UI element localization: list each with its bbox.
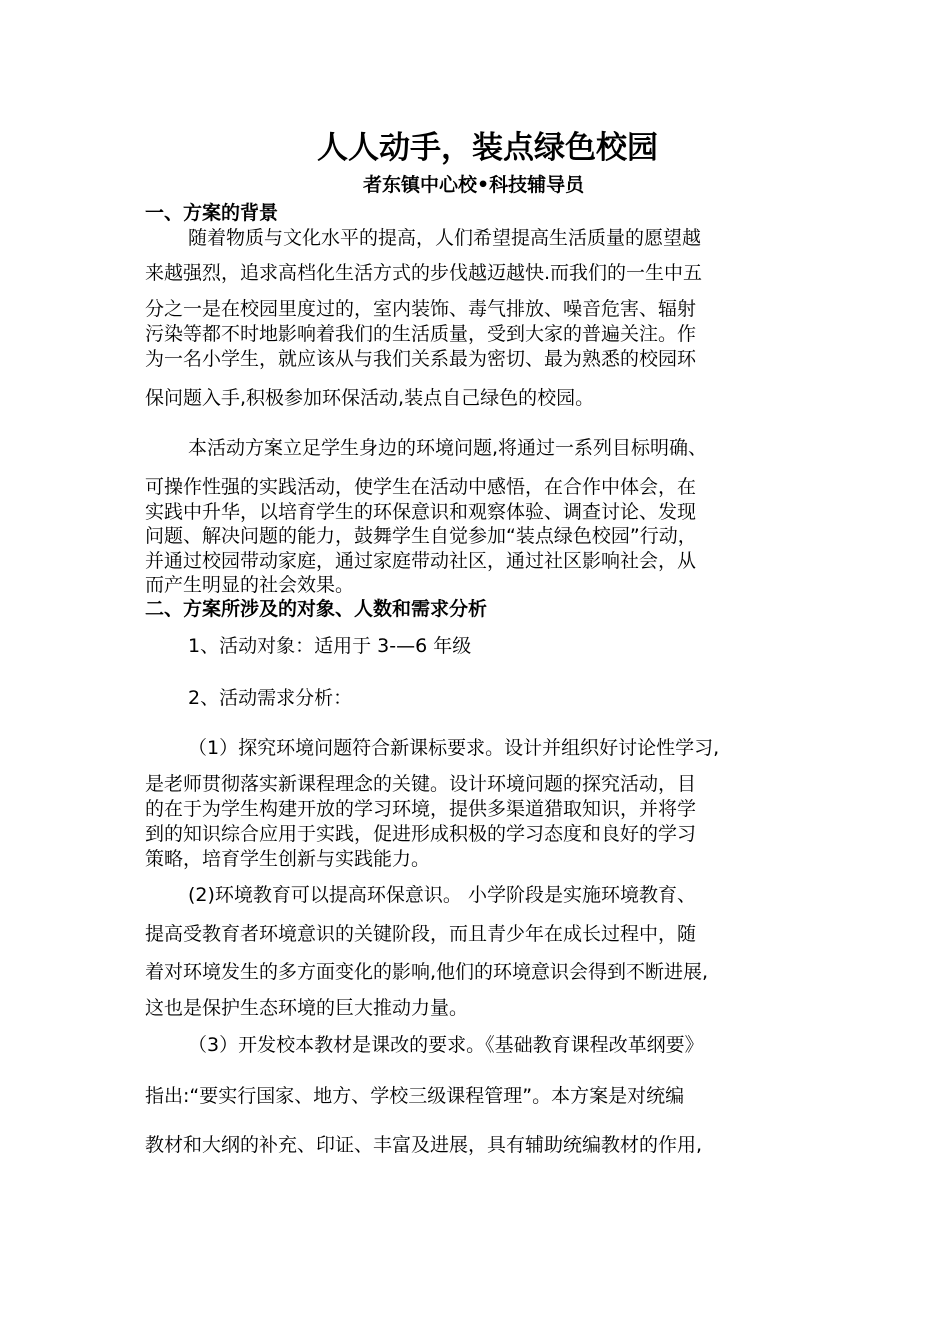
paragraph-line: 提高受教育者环境意识的关键阶段，而且青少年在成长过程中，随: [145, 923, 697, 945]
document-title: 人人动手，装点绿色校园: [317, 130, 658, 166]
paragraph-line: 保问题入手,积极参加环保活动,装点自己绿色的校园。: [145, 387, 595, 409]
paragraph-line: 而产生明显的社会效果。: [145, 574, 355, 596]
paragraph-line: （1）探究环境问题符合新课标要求。设计并组织好讨论性学习,: [188, 737, 720, 759]
paragraph-line: 是老师贯彻落实新课程理念的关键。设计环境问题的探究活动，目: [145, 773, 697, 795]
paragraph-line: 随着物质与文化水平的提高，人们希望提高生活质量的愿望越: [188, 227, 702, 249]
paragraph-line: 的在于为学生构建开放的学习环境，提供多渠道猎取知识，并将学: [145, 798, 697, 820]
paragraph-line: 策略，培育学生创新与实践能力。: [145, 848, 431, 870]
paragraph-line: 分之一是在校园里度过的，室内装饰、毒气排放、噪音危害、辐射: [145, 298, 697, 320]
paragraph-line: 污染等都不时地影响着我们的生活质量，受到大家的普遍关注。作: [145, 323, 697, 345]
paragraph-line: 问题、解决问题的能力，鼓舞学生自觉参加“装点绿色校园”行动，: [145, 525, 697, 547]
paragraph-line: 2、活动需求分析：: [188, 687, 353, 709]
paragraph-line: 指出:“要实行国家、地方、学校三级课程管理”。本方案是对统编: [145, 1085, 685, 1107]
paragraph-line: 为一名小学生，就应该从与我们关系最为密切、最为熟悉的校园环: [145, 348, 697, 370]
paragraph-line: 来越强烈，追求高档化生活方式的步伐越迈越快.而我们的一生中五: [145, 262, 703, 284]
section-heading-analysis: 二、方案所涉及的对象、人数和需求分析: [145, 598, 488, 620]
paragraph-line: 到的知识综合应用于实践，促进形成积极的学习态度和良好的学习: [145, 823, 697, 845]
paragraph-line: 并通过校园带动家庭，通过家庭带动社区，通过社区影响社会，从: [145, 550, 697, 572]
paragraph-line: （3）开发校本教材是课改的要求。《基础教育课程改革纲要》: [188, 1034, 704, 1056]
paragraph-line: 1、活动对象：适用于 3-—6 年级: [188, 635, 472, 657]
paragraph-line: 着对环境发生的多方面变化的影响,他们的环境意识会得到不断进展,: [145, 961, 709, 983]
paragraph-line: 教材和大纲的补充、印证、丰富及进展，具有辅助统编教材的作用,: [145, 1134, 703, 1156]
paragraph-line: 实践中升华，以培育学生的环保意识和观察体验、调查讨论、发现: [145, 501, 697, 523]
section-heading-background: 一、方案的背景: [145, 202, 279, 224]
paragraph-line: 这也是保护生态环境的巨大推动力量。: [145, 997, 469, 1019]
document-subtitle: 者东镇中心校•科技辅导员: [363, 174, 585, 196]
paragraph-line: 可操作性强的实践活动，使学生在活动中感悟，在合作中体会，在: [145, 476, 697, 498]
paragraph-line: (2)环境教育可以提高环保意识。 小学阶段是实施环境教育、: [188, 884, 696, 906]
paragraph-line: 本活动方案立足学生身边的环境问题,将通过一系列目标明确、: [188, 437, 708, 459]
